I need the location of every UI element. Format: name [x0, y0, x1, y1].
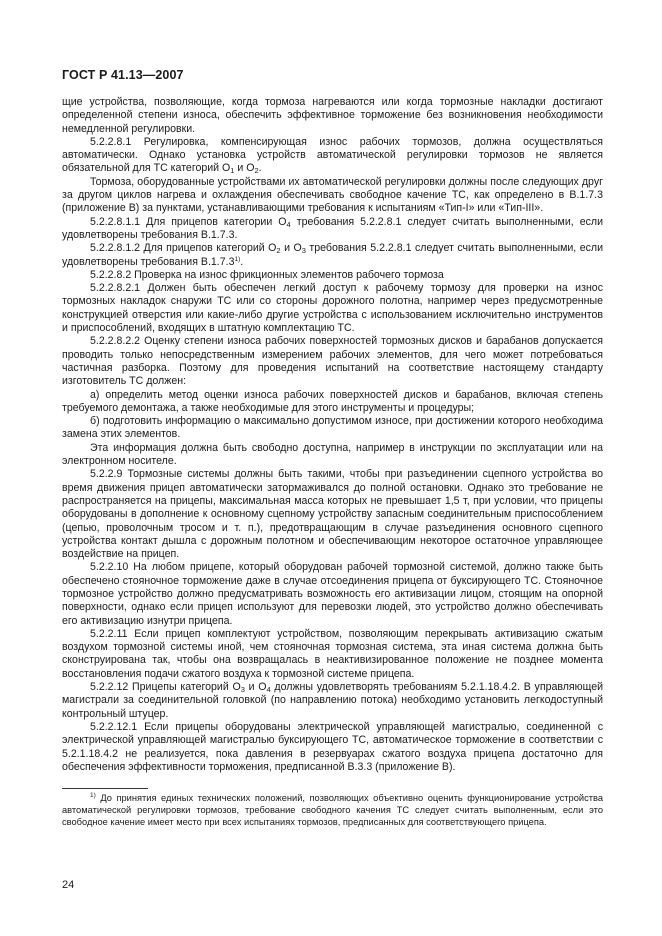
page-number: 24 [62, 879, 75, 891]
paragraph-p06: 5.2.2.8.2 Проверка на износ фрикционных элементов рабочего тормоза [90, 268, 444, 281]
paragraph-p11: Эта информация должна быть свободно доступна, например в инструкции по эксплуатации или на электронном носителе. [62, 441, 603, 468]
text-run: требования 5.2.2.8.1 следует считать выполненными, если удовлетворены требования В.1.7.3. [62, 215, 603, 241]
paragraph-p05 [62, 242, 603, 269]
subscript-index: 2 [276, 246, 281, 256]
paragraph-p10: б) подготовить информацию о максимально допустимом износе, при достижении которого необходима замена этих элементов. [62, 415, 603, 441]
paragraph-p03: Тормоза, оборудованные устройствами их автоматической регулировки должны после следующих друг за другом циклов нагрева и охлаждения обеспечивать свободное качение ТС, как определено в В.1.7.3 (приложение В) за пунктами, устанавливающими требования к испытаниям «Тип-I» или «Тип-III». [62, 175, 603, 215]
paragraph-p12: 5.2.2.9 Тормозные системы должны быть такими, чтобы при разъединении сцепного устройства во время движения прицеп автоматически затормаживался до полной остановки. Однако это требование не распространяется на прицепы, максимальная масса которых не превышает 1,5 т, при условии, что прицепы оборудованы в дополнение к основному сцепному устройству запасным соединительным приспособлением (цепью, проволочным тросом и т. п.), предотвращающим в случае разъединения основного сцепного устройства контакт дышла с дорожным полотном и обеспечивающим некоторое остаточное управляющее воздействие на прицеп. [62, 468, 603, 561]
text-run: 5.2.2.8.1.2 Для прицепов категорий О [90, 242, 277, 255]
page-header-standard-title: ГОСТ Р 41.13—2007 [62, 68, 184, 82]
footnote-divider [62, 788, 148, 789]
text-run: должны удовлетворять требованиям 5.2.1.18.4.2. В управляющей магистрали за соединительной головкой (по направлению потока) необходимо установить легкодоступный контрольный штуцер. [62, 681, 604, 720]
paragraph-p15 [62, 681, 603, 721]
text-run: и О [244, 681, 267, 694]
subscript-index: 1 [230, 166, 235, 176]
text-run: требования 5.2.2.8.1 следует считать выполненными, если удовлетворены требования В.1.7.3 [62, 242, 604, 268]
paragraph-p09: а) определить метод оценки износа рабочих поверхностей дисков и барабанов, включая степень требуемого демонтажа, а также необходимые для этого инструменты и процедуры; [62, 388, 603, 414]
paragraph-p01: щие устройства, позволяющие, когда тормоза нагреваются или когда тормозные накладки достигают определенной степени износа, обеспечить эффективное торможение без возникновения необходимости немедленной регулировки. [62, 96, 603, 135]
footnote [62, 793, 603, 829]
text-run: 5.2.2.8.1.1 Для прицепов категории О [90, 215, 287, 228]
text-run: . [240, 255, 244, 268]
footnote-text: До принятия единых технических положений, позволяющих объективно оценить функционирование устройства автоматической регулировки тормозов, требование свободного качения ТС следует считать выполненным, если это свободное качение имеет место при всех испытаниях тормозов, предписанных для соответствующего прицепа. [62, 793, 603, 827]
subscript-index: 3 [301, 246, 306, 256]
main-text-body [62, 96, 603, 774]
footnote-reference: 1) [234, 255, 241, 263]
subscript-index: 3 [240, 685, 245, 695]
footnote-marker: 1) [90, 792, 96, 799]
text-run: и О [280, 242, 302, 255]
paragraph-p16: 5.2.2.12.1 Если прицепы оборудованы электрической управляющей магистралью, соединенной с электрической управляющей магистралью буксирующего ТС, автоматическое торможение в соответствии с 5.2.1.18.4.2 не реализуется, пока давления в резервуарах сжатого воздуха прицепа достаточно для обеспечения эффективности торможения, предписанной В.3.3 (приложение В). [62, 720, 603, 773]
text-run: . [258, 162, 262, 175]
subscript-index: 2 [254, 166, 259, 176]
text-run: и О [234, 162, 255, 175]
paragraph-p08: 5.2.2.8.2.2 Оценку степени износа рабочих поверхностей тормозных дисков и барабанов допускается проводить только непосредственным измерением рабочих элементов, для чего может потребоваться частичная разборка. Поэтому для проведения испытаний на соответствие настоящему стандарту изготовитель ТС должен: [62, 335, 603, 388]
paragraph-p04 [62, 216, 603, 243]
text-run: 5.2.2.8.1 Регулировка, компенсирующая износ рабочих тормозов, должна осуществляться автоматически. Однако установка устройств автоматической регулировки тормозов не является обязательной для ТС категорий О [62, 135, 603, 175]
paragraph-p14: 5.2.2.11 Если прицеп комплектуют устройством, позволяющим перекрывать активизацию сжатым воздухом тормозной системы иной, чем стояночная тормозная система, эта иная система должна быть сконструирована так, чтобы она возвращалась в неактивизированное положение не позднее момента восстановления подачи сжатого воздуха к тормозной системе прицепа. [62, 627, 603, 680]
paragraph-p13: 5.2.2.10 На любом прицепе, который оборудован рабочей тормозной системой, должно также быть обеспечено стояночное торможение даже в случае отсоединения прицепа от буксирующего ТС. Стояночное тормозное устройство должно предусматривать возможность его активизации лицом, стоящим на опорной поверхности, однако если прицеп используют для перевозки людей, это устройство должно обеспечивать его активизацию изнутри прицепа. [62, 561, 603, 627]
paragraph-p07: 5.2.2.8.2.1 Должен быть обеспечен легкий доступ к рабочему тормозу для проверки на износ тормозных накладок снаружи ТС или со стороны дорожного полотна, например через предусмотренные конструкцией отверстия или какие-либо другие устройства с использованием исключительно инструментов и приспособлений, входящих в штатную комплектацию ТС. [62, 282, 603, 335]
paragraph-p02 [62, 136, 603, 176]
subscript-index: 4 [266, 685, 271, 695]
subscript-index: 4 [286, 219, 291, 229]
text-run: 5.2.2.12 Прицепы категорий О [90, 681, 241, 694]
